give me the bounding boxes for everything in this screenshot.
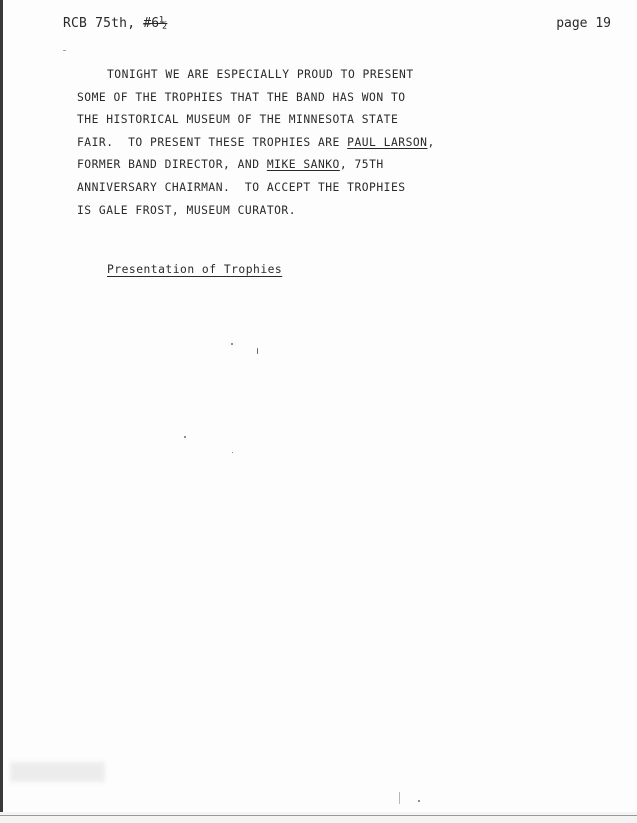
- page-bottom-edge: [0, 812, 637, 823]
- script-line: SOME OF THE TROPHIES THAT THE BAND HAS WON TO: [77, 90, 406, 104]
- script-line: [77, 132, 477, 155]
- script-line: TONIGHT WE ARE ESPECIALLY PROUD TO PRESENT: [107, 68, 414, 81]
- script-line-text: ,: [427, 135, 435, 149]
- page-number: page 19: [556, 16, 611, 31]
- paper-speck: [63, 50, 66, 51]
- presenter-name-mike-sanko: MIKE SANKO: [266, 158, 340, 172]
- paper-speck: [231, 343, 233, 345]
- script-paragraph: [77, 64, 477, 222]
- paper-smudge: [10, 762, 105, 782]
- script-line: IS GALE FROST, MUSEUM CURATOR.: [77, 203, 297, 217]
- script-line-text: FAIR. TO PRESENT THESE TROPHIES ARE: [77, 135, 348, 149]
- page-edge-shadow: [0, 0, 3, 823]
- document-reference-prefix: RCB 75th,: [63, 16, 144, 31]
- paper-speck: [257, 348, 258, 354]
- script-line: ANNIVERSARY CHAIRMAN. TO ACCEPT THE TROPHIES: [77, 180, 406, 194]
- script-line: THE HISTORICAL MUSEUM OF THE MINNESOTA STATE: [77, 113, 399, 127]
- paper-speck: [418, 800, 420, 802]
- stage-cue: Presentation of Trophies: [107, 263, 283, 276]
- paper-speck: [184, 436, 186, 438]
- page-bottom-line: [0, 815, 637, 816]
- paper-speck: [399, 792, 400, 804]
- script-line: [77, 154, 477, 177]
- script-line-text: , 75TH: [339, 158, 384, 172]
- presenter-name-paul-larson: PAUL LARSON: [347, 135, 428, 149]
- document-reference-struck-number: #6½: [143, 16, 168, 31]
- paper-speck: [232, 452, 233, 453]
- document-reference: [63, 16, 167, 31]
- script-line-text: FORMER BAND DIRECTOR, AND: [77, 158, 267, 172]
